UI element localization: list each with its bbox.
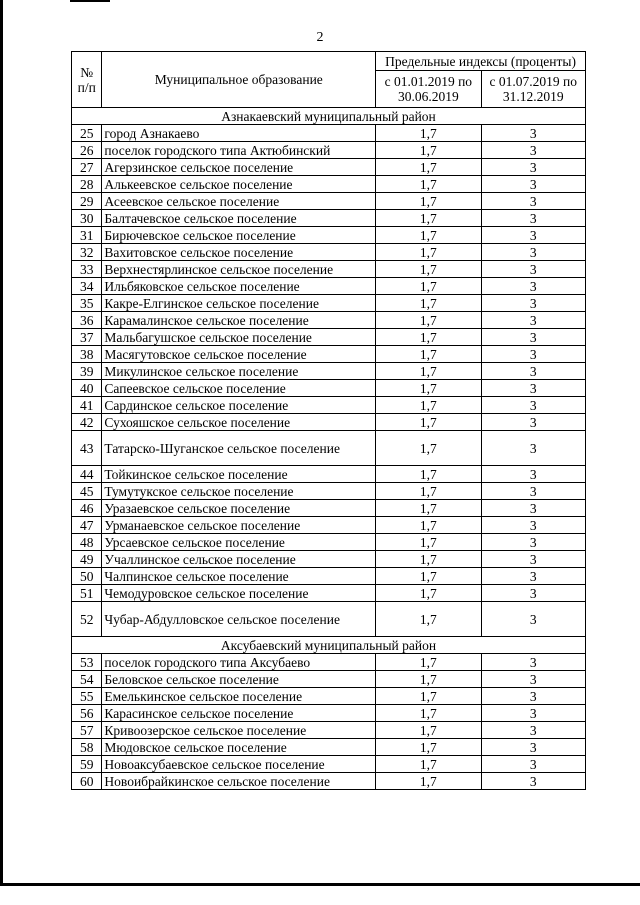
page-border-left bbox=[0, 0, 3, 886]
row-number: 36 bbox=[72, 312, 102, 329]
row-number: 42 bbox=[72, 414, 102, 431]
table-row bbox=[72, 159, 586, 176]
row-municipality: Верхнестярлинское сельское поселение bbox=[102, 261, 376, 278]
row-index-period-1: 1,7 bbox=[376, 654, 481, 671]
row-number: 50 bbox=[72, 568, 102, 585]
row-number: 38 bbox=[72, 346, 102, 363]
header-number: № п/п bbox=[72, 52, 102, 108]
row-number: 32 bbox=[72, 244, 102, 261]
row-municipality: Карасинское сельское поселение bbox=[102, 705, 376, 722]
table-row bbox=[72, 244, 586, 261]
row-index-period-2: 3 bbox=[481, 568, 585, 585]
table-row bbox=[72, 329, 586, 346]
row-municipality: Сухояшское сельское поселение bbox=[102, 414, 376, 431]
row-municipality: Какре-Елгинское сельское поселение bbox=[102, 295, 376, 312]
row-number: 52 bbox=[72, 602, 102, 637]
row-municipality: Кривоозерское сельское поселение bbox=[102, 722, 376, 739]
row-municipality: Балтачевское сельское поселение bbox=[102, 210, 376, 227]
row-municipality: Учаллинское сельское поселение bbox=[102, 551, 376, 568]
row-index-period-1: 1,7 bbox=[376, 176, 481, 193]
row-index-period-1: 1,7 bbox=[376, 295, 481, 312]
row-index-period-2: 3 bbox=[481, 500, 585, 517]
row-number: 51 bbox=[72, 585, 102, 602]
row-municipality: Новоибрайкинское сельское поселение bbox=[102, 773, 376, 790]
row-number: 53 bbox=[72, 654, 102, 671]
row-number: 34 bbox=[72, 278, 102, 295]
row-number: 41 bbox=[72, 397, 102, 414]
limit-indices-table bbox=[71, 51, 586, 790]
row-index-period-2: 3 bbox=[481, 517, 585, 534]
row-municipality: Урсаевское сельское поселение bbox=[102, 534, 376, 551]
header-period-2: с 01.07.2019 по 31.12.2019 bbox=[481, 71, 585, 108]
row-number: 39 bbox=[72, 363, 102, 380]
table-row bbox=[72, 346, 586, 363]
table-row bbox=[72, 500, 586, 517]
row-index-period-1: 1,7 bbox=[376, 739, 481, 756]
row-number: 60 bbox=[72, 773, 102, 790]
row-municipality: Карамалинское сельское поселение bbox=[102, 312, 376, 329]
row-index-period-1: 1,7 bbox=[376, 414, 481, 431]
row-number: 29 bbox=[72, 193, 102, 210]
row-index-period-1: 1,7 bbox=[376, 244, 481, 261]
row-index-period-2: 3 bbox=[481, 739, 585, 756]
row-index-period-2: 3 bbox=[481, 466, 585, 483]
row-number: 56 bbox=[72, 705, 102, 722]
row-number: 54 bbox=[72, 671, 102, 688]
row-number: 59 bbox=[72, 756, 102, 773]
row-index-period-1: 1,7 bbox=[376, 602, 481, 637]
row-index-period-1: 1,7 bbox=[376, 466, 481, 483]
row-index-period-1: 1,7 bbox=[376, 261, 481, 278]
row-number: 25 bbox=[72, 125, 102, 142]
table-row bbox=[72, 551, 586, 568]
row-municipality: Мальбагушское сельское поселение bbox=[102, 329, 376, 346]
row-municipality: поселок городского типа Аксубаево bbox=[102, 654, 376, 671]
row-index-period-2: 3 bbox=[481, 483, 585, 500]
row-number: 46 bbox=[72, 500, 102, 517]
row-index-period-1: 1,7 bbox=[376, 585, 481, 602]
row-index-period-2: 3 bbox=[481, 176, 585, 193]
row-index-period-1: 1,7 bbox=[376, 551, 481, 568]
row-municipality: Чубар-Абдулловское сельское поселение bbox=[102, 602, 376, 637]
row-number: 44 bbox=[72, 466, 102, 483]
table-row bbox=[72, 227, 586, 244]
row-number: 28 bbox=[72, 176, 102, 193]
table-row bbox=[72, 278, 586, 295]
row-municipality: Бирючевское сельское поселение bbox=[102, 227, 376, 244]
row-municipality: Тойкинское сельское поселение bbox=[102, 466, 376, 483]
row-municipality: Мюдовское сельское поселение bbox=[102, 739, 376, 756]
district-row bbox=[72, 108, 586, 125]
row-index-period-1: 1,7 bbox=[376, 125, 481, 142]
table-header bbox=[72, 52, 586, 108]
table-row bbox=[72, 142, 586, 159]
row-index-period-1: 1,7 bbox=[376, 756, 481, 773]
row-index-period-2: 3 bbox=[481, 414, 585, 431]
header-limit-indices: Предельные индексы (проценты) bbox=[376, 52, 586, 71]
table-row bbox=[72, 414, 586, 431]
table-row bbox=[72, 312, 586, 329]
row-index-period-1: 1,7 bbox=[376, 705, 481, 722]
row-index-period-2: 3 bbox=[481, 380, 585, 397]
table-row bbox=[72, 363, 586, 380]
row-index-period-1: 1,7 bbox=[376, 159, 481, 176]
table-row bbox=[72, 602, 586, 637]
row-index-period-2: 3 bbox=[481, 585, 585, 602]
row-municipality: Татарско-Шуганское сельское поселение bbox=[102, 431, 376, 466]
table-body bbox=[72, 108, 586, 790]
row-index-period-1: 1,7 bbox=[376, 278, 481, 295]
row-index-period-1: 1,7 bbox=[376, 397, 481, 414]
row-index-period-2: 3 bbox=[481, 227, 585, 244]
row-index-period-1: 1,7 bbox=[376, 500, 481, 517]
table-row bbox=[72, 773, 586, 790]
row-municipality: Чемодуровское сельское поселение bbox=[102, 585, 376, 602]
row-municipality: Ильбяковское сельское поселение bbox=[102, 278, 376, 295]
table-row bbox=[72, 431, 586, 466]
header-municipality: Муниципальное образование bbox=[102, 52, 376, 108]
row-index-period-1: 1,7 bbox=[376, 380, 481, 397]
district-row bbox=[72, 637, 586, 654]
row-index-period-2: 3 bbox=[481, 431, 585, 466]
table-row bbox=[72, 466, 586, 483]
row-index-period-1: 1,7 bbox=[376, 534, 481, 551]
header-period-1: с 01.01.2019 по 30.06.2019 bbox=[376, 71, 481, 108]
row-index-period-2: 3 bbox=[481, 756, 585, 773]
row-municipality: Вахитовское сельское поселение bbox=[102, 244, 376, 261]
row-index-period-2: 3 bbox=[481, 671, 585, 688]
row-number: 26 bbox=[72, 142, 102, 159]
row-number: 57 bbox=[72, 722, 102, 739]
row-index-period-2: 3 bbox=[481, 125, 585, 142]
table-row bbox=[72, 654, 586, 671]
row-index-period-2: 3 bbox=[481, 551, 585, 568]
row-municipality: Сапеевское сельское поселение bbox=[102, 380, 376, 397]
row-index-period-1: 1,7 bbox=[376, 517, 481, 534]
table-row bbox=[72, 483, 586, 500]
row-index-period-1: 1,7 bbox=[376, 431, 481, 466]
row-index-period-2: 3 bbox=[481, 705, 585, 722]
row-municipality: Асеевское сельское поселение bbox=[102, 193, 376, 210]
table-row bbox=[72, 380, 586, 397]
row-index-period-2: 3 bbox=[481, 142, 585, 159]
row-index-period-2: 3 bbox=[481, 397, 585, 414]
table-row bbox=[72, 705, 586, 722]
row-index-period-1: 1,7 bbox=[376, 227, 481, 244]
table-row bbox=[72, 210, 586, 227]
row-index-period-1: 1,7 bbox=[376, 193, 481, 210]
table-row bbox=[72, 517, 586, 534]
row-number: 45 bbox=[72, 483, 102, 500]
row-index-period-1: 1,7 bbox=[376, 722, 481, 739]
row-number: 31 bbox=[72, 227, 102, 244]
row-index-period-1: 1,7 bbox=[376, 363, 481, 380]
table-row bbox=[72, 125, 586, 142]
row-index-period-2: 3 bbox=[481, 295, 585, 312]
row-index-period-1: 1,7 bbox=[376, 346, 481, 363]
table-row bbox=[72, 722, 586, 739]
row-municipality: Алькеевское сельское поселение bbox=[102, 176, 376, 193]
row-municipality: Чалпинское сельское поселение bbox=[102, 568, 376, 585]
row-number: 30 bbox=[72, 210, 102, 227]
row-municipality: Микулинское сельское поселение bbox=[102, 363, 376, 380]
page-border-bottom bbox=[0, 883, 640, 886]
row-index-period-2: 3 bbox=[481, 534, 585, 551]
row-number: 58 bbox=[72, 739, 102, 756]
table-row bbox=[72, 295, 586, 312]
row-number: 40 bbox=[72, 380, 102, 397]
row-index-period-1: 1,7 bbox=[376, 329, 481, 346]
table-row bbox=[72, 585, 586, 602]
table-row bbox=[72, 756, 586, 773]
row-municipality: Сардинское сельское поселение bbox=[102, 397, 376, 414]
row-number: 55 bbox=[72, 688, 102, 705]
row-index-period-2: 3 bbox=[481, 261, 585, 278]
district-name: Аксубаевский муниципальный район bbox=[72, 637, 586, 654]
row-index-period-2: 3 bbox=[481, 244, 585, 261]
page-top-mark bbox=[70, 0, 110, 2]
table-row bbox=[72, 534, 586, 551]
row-index-period-2: 3 bbox=[481, 688, 585, 705]
page-number: 2 bbox=[316, 30, 324, 45]
row-municipality: Беловское сельское поселение bbox=[102, 671, 376, 688]
row-index-period-2: 3 bbox=[481, 722, 585, 739]
row-index-period-1: 1,7 bbox=[376, 688, 481, 705]
row-number: 43 bbox=[72, 431, 102, 466]
row-index-period-1: 1,7 bbox=[376, 483, 481, 500]
row-index-period-2: 3 bbox=[481, 654, 585, 671]
row-index-period-2: 3 bbox=[481, 363, 585, 380]
row-municipality: Тумутукское сельское поселение bbox=[102, 483, 376, 500]
row-municipality: Урманаевское сельское поселение bbox=[102, 517, 376, 534]
row-index-period-2: 3 bbox=[481, 602, 585, 637]
table-row bbox=[72, 671, 586, 688]
row-index-period-1: 1,7 bbox=[376, 773, 481, 790]
row-index-period-2: 3 bbox=[481, 346, 585, 363]
row-index-period-1: 1,7 bbox=[376, 568, 481, 585]
row-municipality: поселок городского типа Актюбинский bbox=[102, 142, 376, 159]
table-row bbox=[72, 397, 586, 414]
row-number: 49 bbox=[72, 551, 102, 568]
table-row bbox=[72, 568, 586, 585]
row-municipality: Агерзинское сельское поселение bbox=[102, 159, 376, 176]
row-number: 33 bbox=[72, 261, 102, 278]
row-index-period-2: 3 bbox=[481, 159, 585, 176]
row-number: 35 bbox=[72, 295, 102, 312]
row-index-period-2: 3 bbox=[481, 210, 585, 227]
row-number: 47 bbox=[72, 517, 102, 534]
row-index-period-2: 3 bbox=[481, 193, 585, 210]
table-row bbox=[72, 261, 586, 278]
table-row bbox=[72, 739, 586, 756]
row-number: 27 bbox=[72, 159, 102, 176]
row-number: 48 bbox=[72, 534, 102, 551]
row-index-period-1: 1,7 bbox=[376, 671, 481, 688]
row-number: 37 bbox=[72, 329, 102, 346]
table-row bbox=[72, 193, 586, 210]
row-municipality: Емелькинское сельское поселение bbox=[102, 688, 376, 705]
district-name: Азнакаевский муниципальный район bbox=[72, 108, 586, 125]
row-index-period-2: 3 bbox=[481, 278, 585, 295]
table-row bbox=[72, 176, 586, 193]
row-index-period-2: 3 bbox=[481, 329, 585, 346]
row-index-period-1: 1,7 bbox=[376, 210, 481, 227]
row-index-period-1: 1,7 bbox=[376, 142, 481, 159]
row-municipality: Масягутовское сельское поселение bbox=[102, 346, 376, 363]
table-row bbox=[72, 688, 586, 705]
row-index-period-2: 3 bbox=[481, 773, 585, 790]
row-index-period-1: 1,7 bbox=[376, 312, 481, 329]
row-municipality: город Азнакаево bbox=[102, 125, 376, 142]
row-index-period-2: 3 bbox=[481, 312, 585, 329]
row-municipality: Новоаксубаевское сельское поселение bbox=[102, 756, 376, 773]
row-municipality: Уразаевское сельское поселение bbox=[102, 500, 376, 517]
